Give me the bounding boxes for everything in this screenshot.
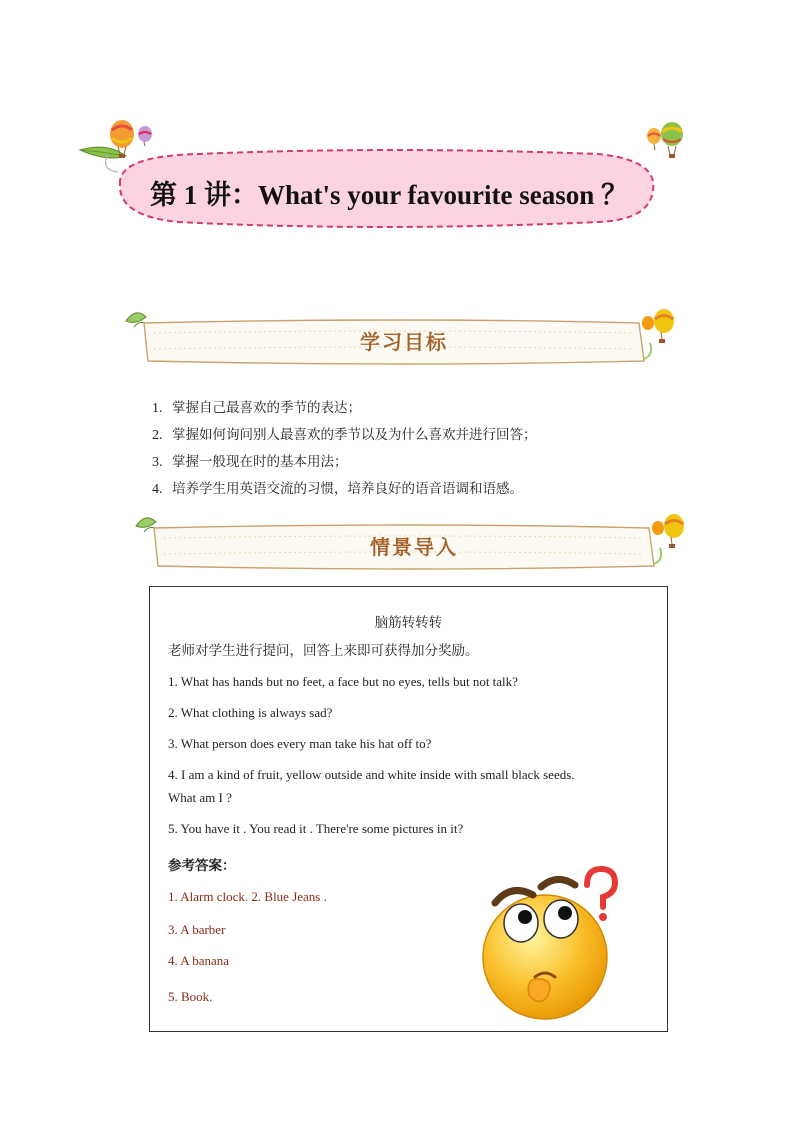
- answer-item: 3. A barber: [168, 922, 226, 937]
- objectives-list: [152, 395, 712, 503]
- thinking-emoji-icon: [475, 865, 625, 1025]
- list-item: 4. 培养学生用英语交流的习惯，培养良好的语音语调和语感。: [152, 481, 523, 497]
- objectives-heading: 学习目标: [360, 330, 448, 354]
- section-banner-objectives: [124, 303, 684, 375]
- section-banner-scenario: [134, 508, 694, 580]
- list-item: 1. 掌握自己最喜欢的季节的表达；: [152, 400, 361, 416]
- question-item: 1. What has hands but no feet, a face but no eyes, tells but not talk?: [168, 674, 518, 689]
- question-item: 4. I am a kind of fruit, yellow outside and white inside with small black seeds.: [168, 767, 575, 782]
- page-title: 第 1 讲：What's your favourite season ？: [150, 180, 629, 210]
- list-item: 2. 掌握如何询问别人最喜欢的季节以及为什么喜欢并进行回答；: [152, 427, 537, 443]
- scenario-heading: 情景导入: [370, 535, 458, 559]
- answer-item: 1. Alarm clock. 2. Blue Jeans .: [168, 889, 327, 904]
- question-item: 5. You have it . You read it . There're some pictures in it?: [168, 821, 464, 836]
- question-item: 3. What person does every man take his hat off to?: [168, 736, 432, 751]
- answers-heading: 参考答案：: [168, 858, 236, 874]
- question-item: 2. What clothing is always sad?: [168, 705, 333, 720]
- teaser-title: 脑筋转转转: [374, 615, 443, 631]
- brain-teaser-box: [149, 586, 668, 1032]
- teaser-intro: 老师对学生进行提问，回答上来即可获得加分奖励。: [168, 643, 479, 659]
- list-item: 3. 掌握一般现在时的基本用法；: [152, 454, 348, 470]
- hot-air-balloon-icon: [647, 122, 683, 158]
- answer-item: 4. A banana: [168, 953, 230, 968]
- answer-item: 5. Book.: [168, 989, 213, 1004]
- question-item-continued: What am I ?: [168, 790, 232, 805]
